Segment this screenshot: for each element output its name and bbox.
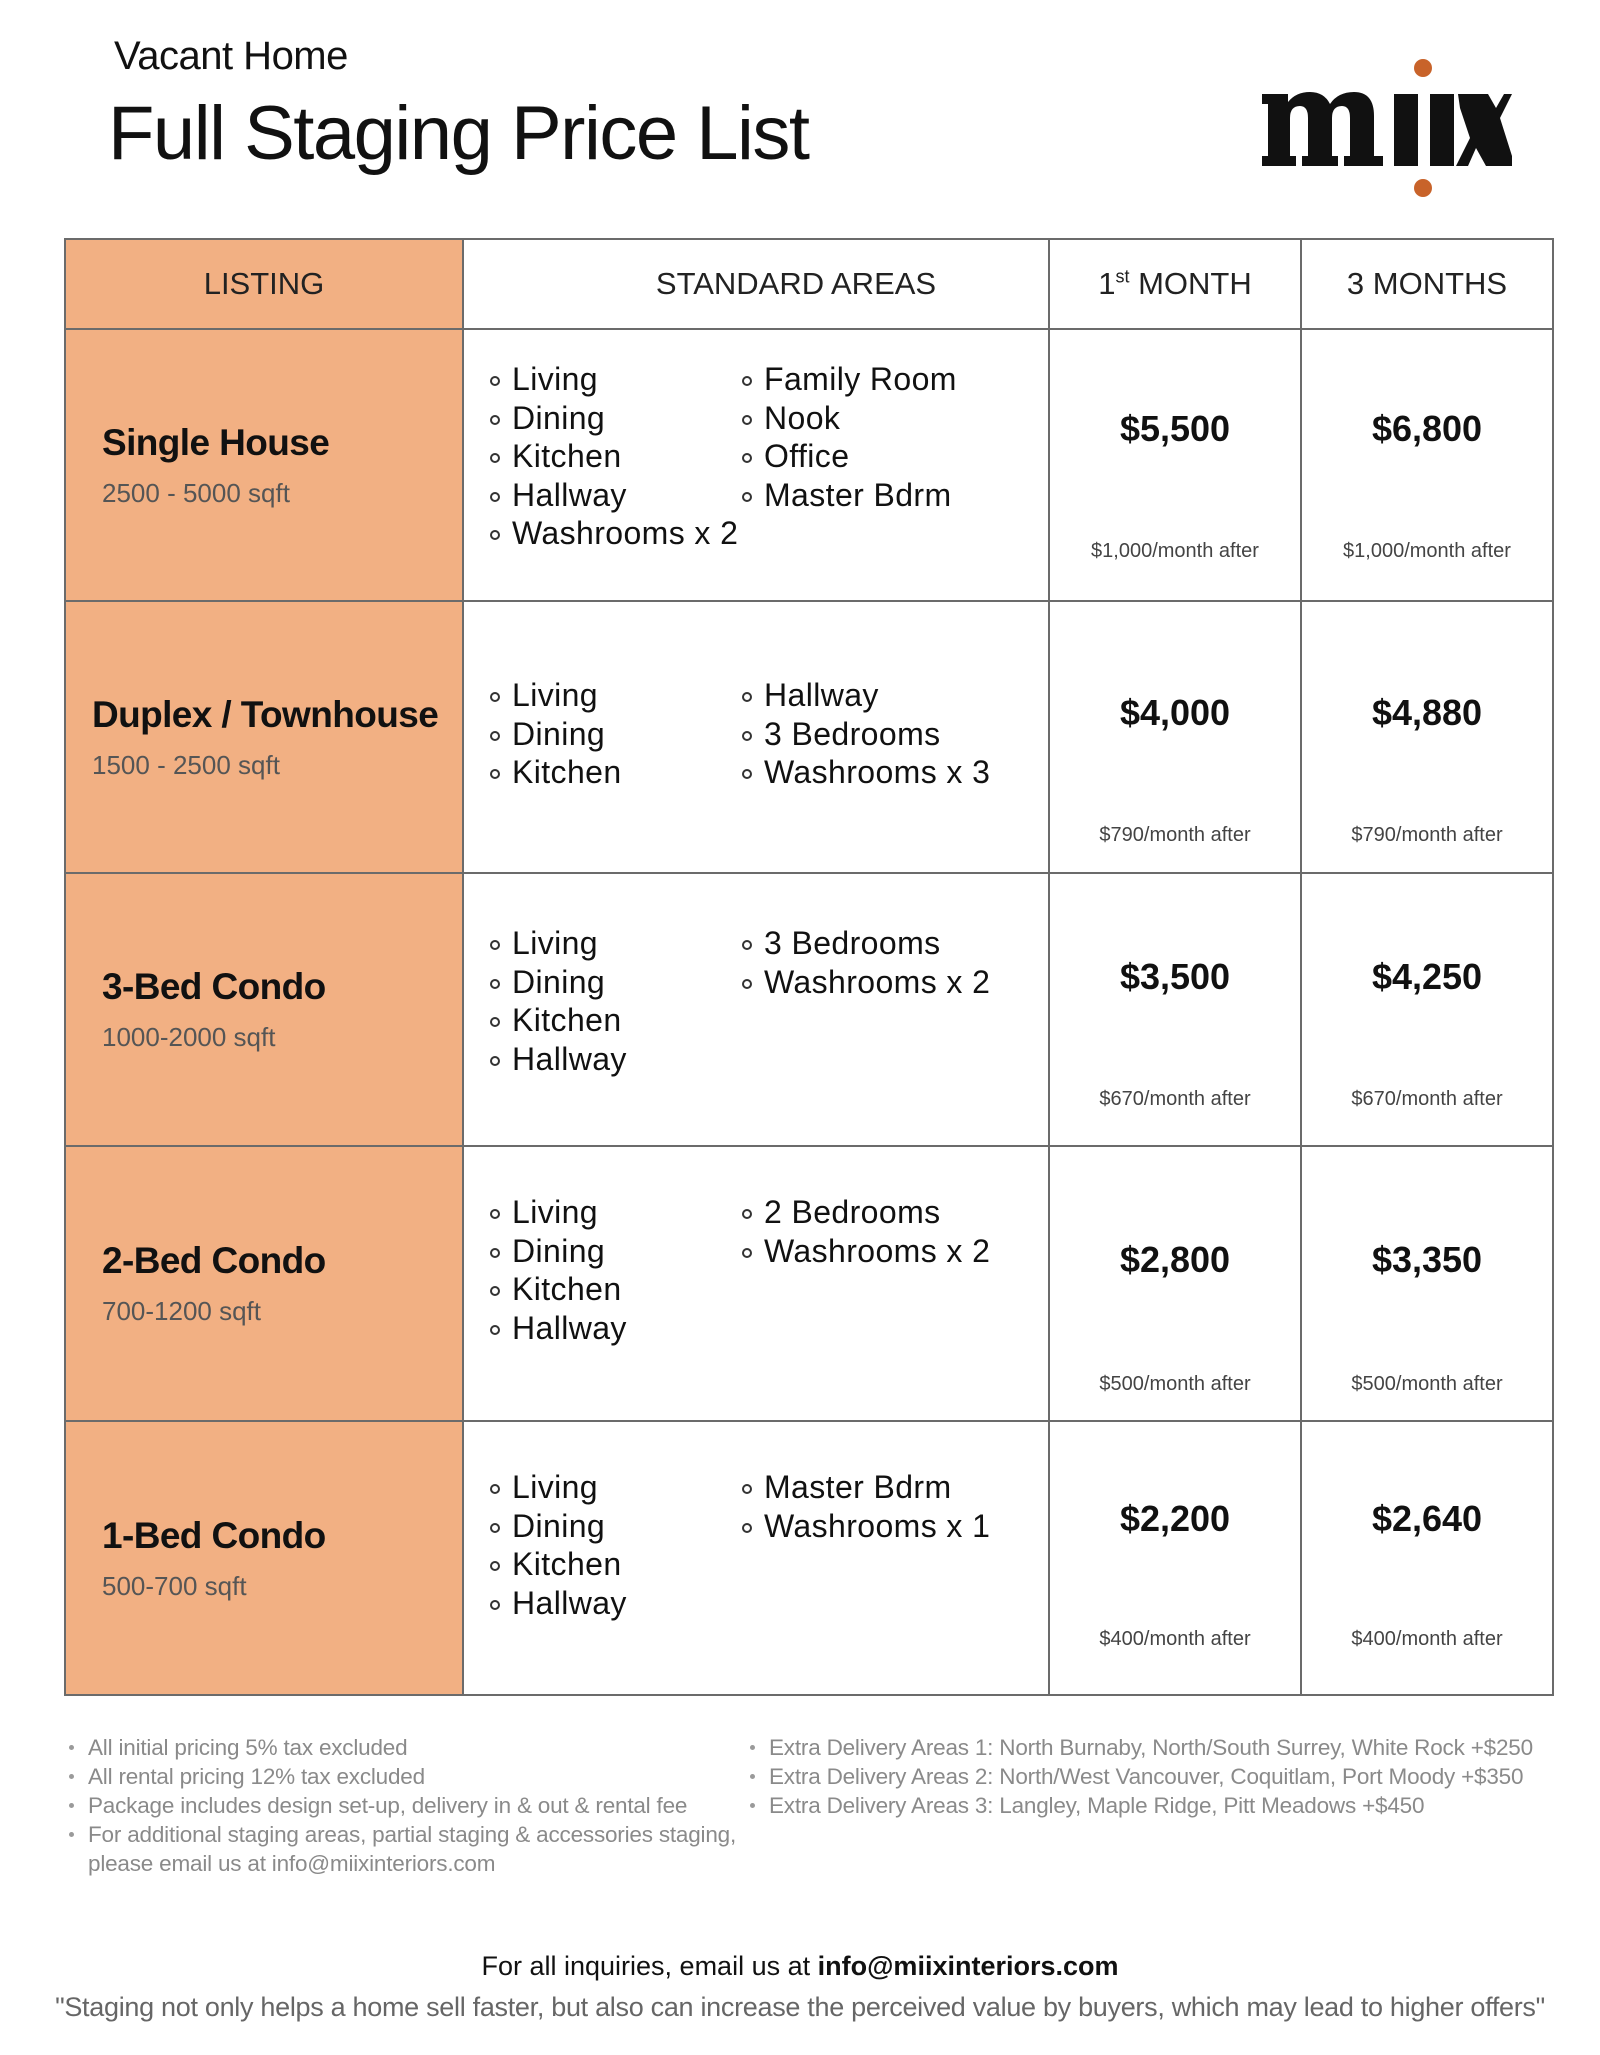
area-item (742, 715, 990, 754)
header-standard-areas (463, 239, 1049, 329)
page-subtitle: Vacant Home (114, 34, 348, 78)
area-item (490, 715, 742, 754)
area-item (490, 399, 742, 438)
header-first-month-num: 1 (1098, 266, 1116, 301)
three-months-price: $6,800 (1371, 408, 1483, 449)
bullet-dot-icon (69, 1745, 74, 1750)
note-item (747, 1733, 1567, 1762)
note-item (747, 1791, 1567, 1820)
area-label: Washrooms x 2 (764, 1232, 991, 1269)
area-label: Living (512, 925, 599, 961)
note-text: For additional staging areas, partial staging & accessories staging, please email us at info@miixinteriors.com (88, 1822, 737, 1876)
area-item (742, 1232, 990, 1271)
circle-bullet-icon (490, 1017, 500, 1027)
circle-bullet-icon (742, 492, 752, 502)
header-first-month-label: MONTH (1129, 266, 1252, 301)
area-label: Dining (512, 715, 606, 752)
notes-left (66, 1733, 746, 1878)
listing-cell (65, 1421, 463, 1695)
circle-bullet-icon (490, 769, 500, 779)
area-label: Dining (512, 963, 606, 1000)
circle-bullet-icon (742, 692, 752, 702)
area-label: Living (512, 677, 599, 713)
first-month-price-cell (1049, 329, 1301, 601)
area-label: Dining (512, 1232, 606, 1269)
circle-bullet-icon (742, 1484, 752, 1494)
areas-column (742, 924, 990, 1078)
table-row (65, 329, 1553, 601)
note-text: Extra Delivery Areas 2: North/West Vancouver, Coquitlam, Port Moody +$350 (769, 1764, 1524, 1789)
area-label: 3 Bedrooms (764, 925, 941, 961)
standard-areas-cell (463, 873, 1049, 1146)
listing-info (66, 1515, 462, 1602)
three-months-price: $3,350 (1371, 1239, 1483, 1280)
notes-right (747, 1733, 1567, 1820)
area-item (490, 437, 742, 476)
three-months-price-cell (1301, 873, 1553, 1146)
listing-info (66, 694, 462, 781)
area-label: Hallway (512, 1040, 627, 1077)
contact-prefix: For all inquiries, email us at (481, 1951, 818, 1981)
area-item (490, 476, 742, 515)
bullet-dot-icon (750, 1774, 755, 1779)
area-label: Kitchen (512, 1546, 622, 1582)
listing-cell (65, 329, 463, 601)
area-label: Living (512, 361, 599, 397)
area-item (490, 963, 742, 1002)
standard-areas-cell (463, 1146, 1049, 1421)
area-label: Washrooms x 1 (764, 1507, 991, 1544)
area-label: Living (512, 1469, 599, 1505)
area-item (490, 1270, 742, 1309)
note-item (66, 1820, 746, 1878)
circle-bullet-icon (490, 1561, 500, 1571)
areas-column (490, 1193, 742, 1347)
area-item (490, 924, 742, 963)
area-label: Washrooms x 2 (512, 515, 739, 551)
note-text: Package includes design set-up, delivery in & out & rental fee (88, 1793, 688, 1818)
listing-name: 2-Bed Condo (102, 1240, 326, 1281)
areas-column (742, 360, 957, 553)
circle-bullet-icon (490, 1484, 500, 1494)
area-label: Nook (764, 399, 841, 436)
areas-column (490, 1468, 742, 1622)
first-month-price-cell (1049, 1421, 1301, 1695)
circle-bullet-icon (490, 1248, 500, 1258)
first-month-monthly-after: $400/month after (1099, 1628, 1251, 1650)
listing-name: 1-Bed Condo (102, 1514, 326, 1556)
area-item (490, 1232, 742, 1271)
header-areas-label: STANDARD AREAS (655, 266, 937, 301)
area-label: 3 Bedrooms (764, 715, 941, 752)
area-label: Washrooms x 3 (764, 754, 991, 790)
circle-bullet-icon (490, 1286, 500, 1296)
circle-bullet-icon (742, 940, 752, 950)
contact-line (0, 1951, 1600, 1982)
circle-bullet-icon (742, 1523, 752, 1533)
three-months-price: $4,880 (1371, 692, 1483, 733)
first-month-price-cell (1049, 1146, 1301, 1421)
circle-bullet-icon (490, 731, 500, 741)
header-row (65, 239, 1553, 329)
three-months-monthly-after: $670/month after (1351, 1088, 1503, 1110)
note-item (747, 1762, 1567, 1791)
listing-size: 500-700 sqft (102, 1570, 247, 1601)
circle-bullet-icon (490, 979, 500, 989)
area-item (490, 1584, 742, 1623)
area-item (490, 1545, 742, 1584)
area-item (490, 1507, 742, 1546)
table-row (65, 1421, 1553, 1695)
areas-column (490, 676, 742, 792)
area-item (742, 476, 957, 515)
listing-size: 2500 - 5000 sqft (102, 477, 290, 508)
area-item (742, 753, 990, 792)
circle-bullet-icon (490, 1056, 500, 1066)
header-three-months: 3 MONTHS (1301, 239, 1553, 329)
circle-bullet-icon (490, 1325, 500, 1335)
circle-bullet-icon (742, 415, 752, 425)
price-table (64, 238, 1554, 1696)
area-item (742, 963, 990, 1002)
first-month-price: $2,200 (1119, 1498, 1231, 1539)
listing-name: 3-Bed Condo (102, 966, 326, 1007)
three-months-price-cell (1301, 601, 1553, 873)
area-item (742, 676, 990, 715)
header-first-month (1049, 239, 1301, 329)
three-months-monthly-after: $1,000/month after (1343, 540, 1511, 562)
circle-bullet-icon (490, 692, 500, 702)
circle-bullet-icon (742, 376, 752, 386)
circle-bullet-icon (490, 1523, 500, 1533)
area-label: Hallway (512, 476, 627, 513)
note-text: All initial pricing 5% tax excluded (88, 1735, 408, 1760)
listing-name: Single House (102, 421, 330, 463)
listing-info (66, 422, 462, 509)
area-label: Dining (512, 399, 606, 436)
three-months-monthly-after: $500/month after (1351, 1373, 1503, 1395)
note-item (66, 1791, 746, 1820)
area-item (490, 753, 742, 792)
table-row (65, 873, 1553, 1146)
bullet-dot-icon (69, 1803, 74, 1808)
first-month-price-cell (1049, 601, 1301, 873)
first-month-price: $3,500 (1119, 956, 1231, 997)
circle-bullet-icon (490, 376, 500, 386)
circle-bullet-icon (490, 453, 500, 463)
standard-areas-cell (463, 329, 1049, 601)
area-label: Office (764, 438, 850, 474)
area-label: Dining (512, 1507, 606, 1544)
standard-areas-cell (463, 601, 1049, 873)
areas-column (742, 676, 990, 792)
area-item (742, 437, 957, 476)
bullet-dot-icon (69, 1774, 74, 1779)
area-label: Master Bdrm (764, 476, 952, 513)
three-months-monthly-after: $790/month after (1351, 824, 1503, 846)
circle-bullet-icon (742, 1248, 752, 1258)
first-month-price: $2,800 (1119, 1239, 1231, 1280)
circle-bullet-icon (742, 1209, 752, 1219)
note-item (66, 1733, 746, 1762)
area-item (490, 1309, 742, 1348)
mjix-logo (1262, 52, 1512, 202)
circle-bullet-icon (742, 731, 752, 741)
listing-size: 700-1200 sqft (102, 1296, 262, 1326)
standard-areas-cell (463, 1421, 1049, 1695)
three-months-price: $4,250 (1371, 956, 1483, 997)
areas-column (742, 1193, 990, 1347)
first-month-price: $5,500 (1119, 408, 1231, 449)
area-label: Kitchen (512, 1002, 622, 1038)
logo-text: mjix (1262, 52, 1264, 53)
areas-column (490, 924, 742, 1078)
area-label: Living (512, 1194, 599, 1230)
bullet-dot-icon (750, 1803, 755, 1808)
page-title: Full Staging Price List (108, 91, 809, 176)
header-first-month-sup: st (1115, 266, 1130, 287)
listing-info (66, 966, 462, 1053)
circle-bullet-icon (490, 940, 500, 950)
three-months-price-cell (1301, 1146, 1553, 1421)
area-label: Master Bdrm (764, 1469, 952, 1505)
note-text: Extra Delivery Areas 3: Langley, Maple Ridge, Pitt Meadows +$450 (769, 1793, 1425, 1818)
area-label: 2 Bedrooms (764, 1194, 941, 1230)
three-months-price: $2,640 (1371, 1498, 1483, 1539)
first-month-monthly-after: $1,000/month after (1091, 540, 1259, 562)
bullet-dot-icon (750, 1745, 755, 1750)
bullet-dot-icon (69, 1832, 74, 1837)
note-text: Extra Delivery Areas 1: North Burnaby, North/South Surrey, White Rock +$250 (769, 1735, 1533, 1760)
area-label: Kitchen (512, 1271, 622, 1307)
note-text: All rental pricing 12% tax excluded (88, 1764, 425, 1789)
three-months-price-cell (1301, 329, 1553, 601)
listing-size: 1500 - 2500 sqft (92, 749, 280, 780)
area-item (490, 1001, 742, 1040)
listing-cell (65, 1146, 463, 1421)
table-row (65, 601, 1553, 873)
circle-bullet-icon (490, 1209, 500, 1219)
three-months-monthly-after: $400/month after (1351, 1628, 1503, 1650)
first-month-monthly-after: $790/month after (1099, 824, 1251, 846)
area-label: Kitchen (512, 754, 622, 790)
listing-size: 1000-2000 sqft (102, 1022, 276, 1052)
note-item (66, 1762, 746, 1791)
circle-bullet-icon (490, 415, 500, 425)
table-row (65, 1146, 1553, 1421)
three-months-price-cell (1301, 1421, 1553, 1695)
area-item (490, 1468, 742, 1507)
contact-email-link[interactable]: info@miixinteriors.com (817, 1951, 1119, 1981)
circle-bullet-icon (742, 453, 752, 463)
area-item (742, 1193, 990, 1232)
area-item (490, 360, 742, 399)
circle-bullet-icon (490, 530, 500, 540)
first-month-price: $4,000 (1119, 692, 1231, 733)
area-item (742, 399, 957, 438)
areas-column (490, 360, 742, 553)
circle-bullet-icon (490, 1600, 500, 1610)
first-month-monthly-after: $670/month after (1099, 1088, 1251, 1110)
area-label: Hallway (512, 1309, 627, 1346)
area-item (490, 676, 742, 715)
area-label: Kitchen (512, 438, 622, 474)
first-month-monthly-after: $500/month after (1099, 1373, 1251, 1395)
listing-name: Duplex / Townhouse (92, 693, 439, 735)
listing-cell (65, 601, 463, 873)
first-month-price-cell (1049, 873, 1301, 1146)
listing-info (66, 1240, 462, 1327)
header-listing: LISTING (65, 239, 463, 329)
circle-bullet-icon (742, 769, 752, 779)
area-label: Family Room (764, 361, 957, 397)
area-item (742, 924, 990, 963)
area-item (490, 1193, 742, 1232)
area-label: Hallway (512, 1584, 627, 1621)
footer-quote: "Staging not only helps a home sell faster, but also can increase the perceived value by buyers, which may lead to higher offers" (55, 1992, 1545, 2022)
area-label: Hallway (764, 677, 879, 713)
listing-cell (65, 873, 463, 1146)
circle-bullet-icon (742, 979, 752, 989)
area-item (490, 1040, 742, 1079)
areas-column (742, 1468, 990, 1622)
area-item (490, 514, 742, 553)
area-label: Washrooms x 2 (764, 963, 991, 1000)
area-item (742, 360, 957, 399)
circle-bullet-icon (490, 492, 500, 502)
area-item (742, 1468, 990, 1507)
area-item (742, 1507, 990, 1546)
